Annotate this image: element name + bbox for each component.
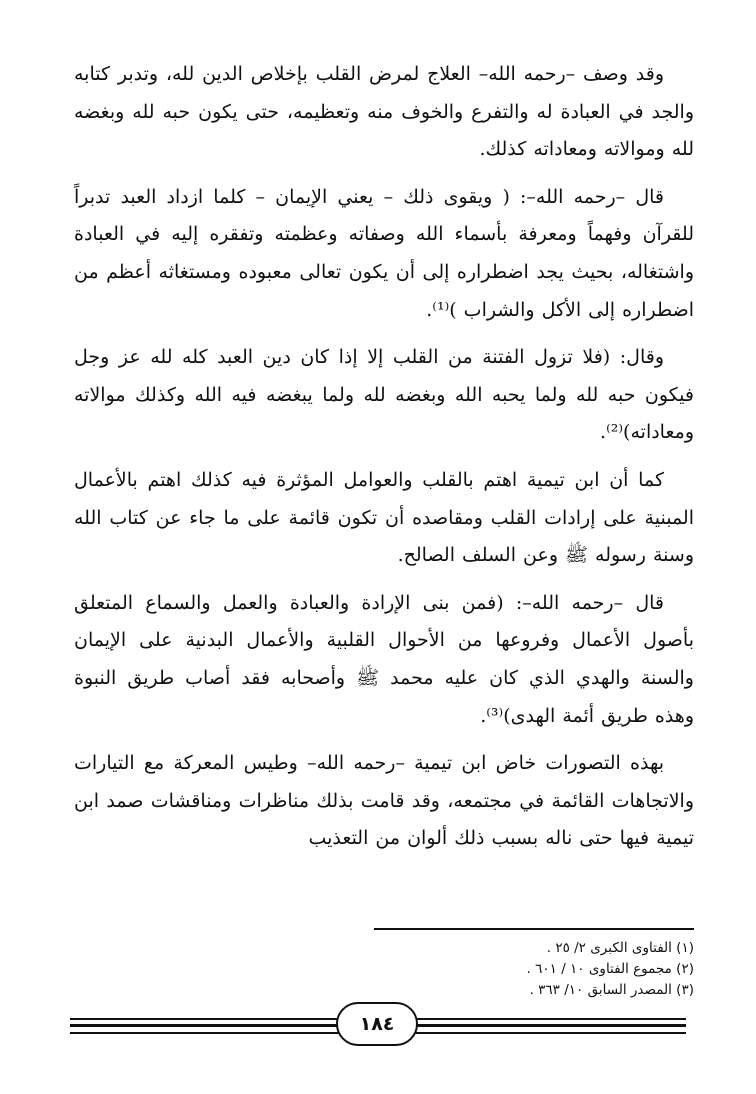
footnotes [294,938,694,1001]
paragraph-2: قال –رحمه الله–: ( ويقوى ذلك – يعني الإيمان – كلما ازداد العبد تدبراً للقرآن وفهماً ومعرفة بأسماء الله وصفاته وعظمته وتفقره إليه في العبادة واشتغاله، بحيث يجد اضطراره إلى أن يكون تعالى معبوده ومستغاثه أعظم من اضطراره إلى الأكل والشراب )⁽¹⁾. [74,185,694,321]
paragraph-1: وقد وصف –رحمه الله– العلاج لمرض القلب بإخلاص الدين لله، وتدبر كتابه والجد في العبادة له والتفرع والخوف منه وتعظيمه، حتى يكون حبه لله وبغضه لله وموالاته ومعاداته كذلك. [74,63,694,161]
main-text [74,56,694,868]
paragraph-3: وقال: (فلا تزول الفتنة من القلب إلا إذا كان دين العبد كله لله عز وجل فيكون حبه لله ولما يحبه الله وبغضه لله ولما يبغضه فيه الله وكذلك موالاته ومعاداته)⁽²⁾. [74,346,694,444]
footnote-1: (١) الفتاوى الكبرى ٢/ ٢٥ . [546,940,694,956]
paragraph-6: بهذه التصورات خاض ابن تيمية –رحمه الله– وطيس المعركة مع التيارات والاتجاهات القائمة في مجتمعه، وقد قامت بذلك مناظرات ومناقشات صمد ابن تيمية فيها حتى ناله بسبب ذلك ألوان من التعذيب [74,752,694,850]
footnote-separator [374,928,694,930]
footnote-2: (٢) مجموع الفتاوى ١٠ / ٦٠١ . [526,961,694,977]
footnote-3: (٣) المصدر السابق ١٠/ ٣٦٣ . [529,982,694,998]
page-number: ١٨٤ [336,1002,418,1046]
paragraph-5: قال –رحمه الله–: (فمن بنى الإرادة والعبادة والعمل والسماع المتعلق بأصول الأعمال وفروعها من الأحوال القلبية والأعمال البدنية على الإيمان والسنة والهدي الذي كان عليه محمد ﷺ وأصحابه فقد أصاب طريق النبوة وهذه طريق أئمة الهدى)⁽³⁾. [74,591,694,727]
paragraph-4: كما أن ابن تيمية اهتم بالقلب والعوامل المؤثرة فيه كذلك اهتم بالأعمال المبنية على إرادات القلب ومقاصده أن تكون قائمة على ما جاء عن كتاب الله وسنة رسوله ﷺ وعن السلف الصالح. [74,468,694,567]
